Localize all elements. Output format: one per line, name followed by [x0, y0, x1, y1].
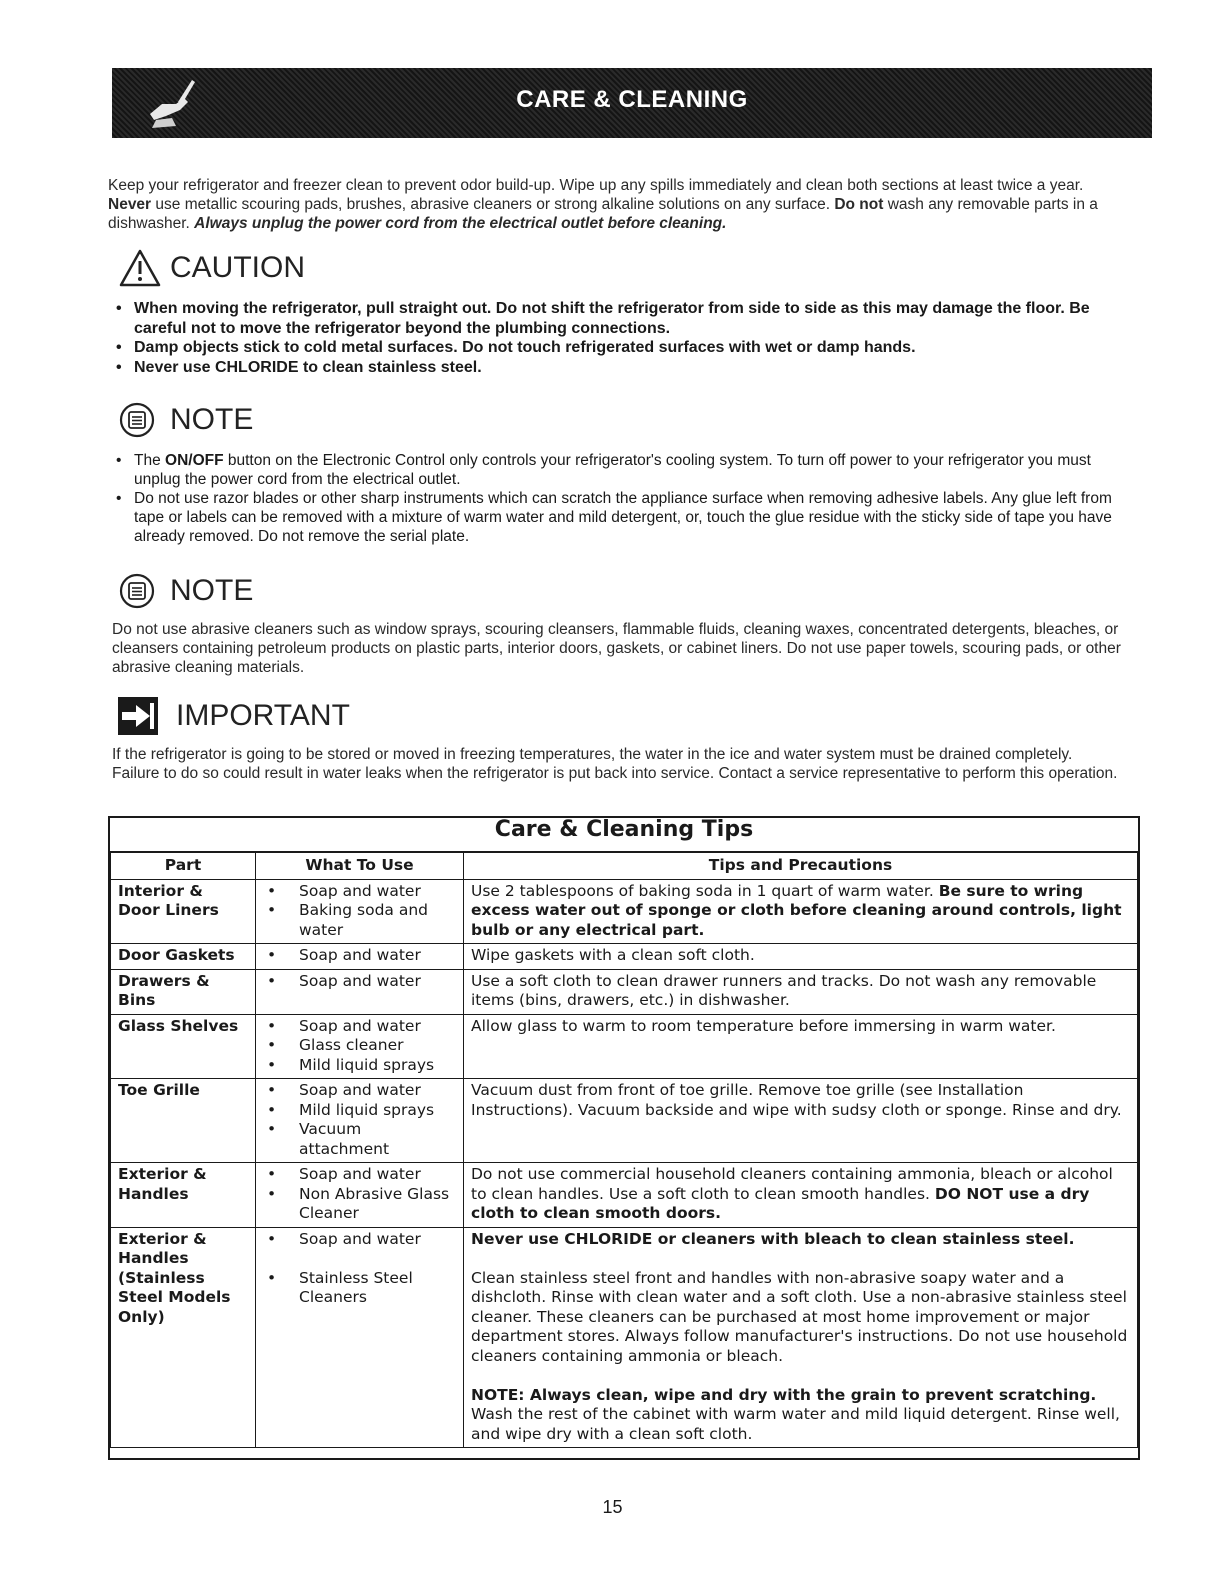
use-item: • Baking soda and water: [263, 901, 456, 940]
header-what-to-use: What To Use: [256, 852, 464, 879]
note-heading: [118, 572, 253, 610]
row-part: Door Gaskets: [111, 944, 256, 970]
tip-text: Clean stainless steel front and handles with non-abrasive soapy water and a dishcloth. Rinse with clean water and a soft cloth. Use a non-abrasive stainless steel cleaner. These cleaners can be purchased at most home improvement or major department stores. Always follow manufacturer's instructions. Do not use household cleaners containing ammonia or bleach.: [471, 1268, 1128, 1365]
row-use: [256, 1014, 464, 1079]
table-row: [111, 1227, 1138, 1448]
intro-bold: Never: [108, 196, 152, 213]
row-tip: [464, 879, 1138, 944]
caution-item: • Damp objects stick to cold metal surfaces. Do not touch refrigerated surfaces with wet or damp hands.: [112, 338, 1132, 358]
tips-title: Care & Cleaning Tips: [494, 817, 754, 842]
important-heading: [118, 697, 350, 735]
table-row: [111, 879, 1138, 944]
intro-bold: Do not: [834, 196, 884, 213]
row-part: Interior & Door Liners: [111, 879, 256, 944]
row-use: [256, 969, 464, 1014]
intro-text: Keep your refrigerator and freezer clean to prevent odor build-up. Wipe up any spills immediately and clean both sections at least twice a year.: [108, 177, 1084, 194]
note1-list: [112, 451, 1132, 546]
use-item: • Soap and water: [263, 882, 456, 902]
arrow-box-icon: [118, 697, 158, 735]
use-item: • Soap and water: [263, 1081, 456, 1101]
table-row: [111, 969, 1138, 1014]
use-item: • Soap and water: [263, 1230, 456, 1250]
tip-bold: NOTE: Always clean, wipe and dry with the grain to prevent scratching.: [471, 1385, 1097, 1404]
row-use: [256, 879, 464, 944]
note-document-icon: [118, 401, 156, 439]
note2-text: Do not use abrasive cleaners such as window sprays, scouring cleansers, flammable fluids, cleaning waxes, concentrated detergents, bleaches, or cleansers containing petroleum products on plastic parts, interior doors, gaskets, or cabinet liners. Do not use paper towels, scouring pads, or other abrasive cleaning materials.: [112, 621, 1121, 676]
row-part: Glass Shelves: [111, 1014, 256, 1079]
note-document-icon: [118, 572, 156, 610]
row-part: Toe Grille: [111, 1079, 256, 1163]
table-row: [111, 1079, 1138, 1163]
note1-item: [112, 451, 1132, 489]
note1-item: • Do not use razor blades or other sharp instruments which can scratch the appliance surface when removing adhesive labels. Any glue left from tape or labels can be removed with a mixture of warm water and mild detergent, or, touch the glue residue with the sticky side of tape you have already removed. Do not remove the serial plate.: [112, 489, 1132, 546]
table-row: [111, 1014, 1138, 1079]
use-item: • Soap and water: [263, 972, 456, 992]
tip-bold: Never use CHLORIDE or cleaners with bleach to clean stainless steel.: [471, 1229, 1075, 1248]
intro-text: wash any removable parts in a dishwasher.: [108, 196, 1098, 232]
row-use: [256, 944, 464, 970]
intro-text: use metallic scouring pads, brushes, abrasive cleaners or strong alkaline solutions on any surface.: [151, 196, 835, 213]
use-item: • Stainless Steel Cleaners: [263, 1269, 456, 1308]
row-part: Exterior & Handles (Stainless Steel Models Only): [111, 1227, 256, 1448]
use-item: • Vacuum attachment: [263, 1120, 456, 1159]
banner-title: CARE & CLEANING: [516, 86, 748, 113]
use-item: • Glass cleaner: [263, 1036, 456, 1056]
tip-text: Use 2 tablespoons of baking soda in 1 quart of warm water.: [471, 881, 939, 900]
intro-paragraph: [108, 176, 1108, 233]
table-row: [111, 1163, 1138, 1228]
row-tip: [464, 1163, 1138, 1228]
care-cleaning-tips-table: [108, 816, 1140, 1460]
warning-triangle-icon: [118, 248, 162, 288]
note1-text: The: [134, 452, 166, 469]
row-tip: Allow glass to warm to room temperature before immersing in warm water.: [464, 1014, 1138, 1079]
caution-list: [112, 299, 1132, 377]
row-use: [256, 1227, 464, 1448]
important-label: IMPORTANT: [176, 699, 350, 732]
tip-text: Do not use commercial household cleaners containing ammonia, bleach or alcohol to clean handles. Use a soft cloth to clean smooth handles.: [471, 1165, 1113, 1203]
use-item: • Mild liquid sprays: [263, 1056, 456, 1076]
table-header-row: [111, 852, 1138, 879]
caution-heading: [118, 248, 305, 288]
use-item: • Non Abrasive Glass Cleaner: [263, 1185, 456, 1224]
row-use: [256, 1163, 464, 1228]
intro-bold-italic: Always unplug the power cord from the electrical outlet before cleaning.: [194, 215, 727, 232]
page-number: 15: [602, 1497, 623, 1517]
use-item: • Soap and water: [263, 1165, 456, 1185]
caution-item: • Never use CHLORIDE to clean stainless steel.: [112, 358, 1132, 378]
tip-bold: Be sure to wring excess water out of sponge or cloth before cleaning around controls, light bulb or any electrical part.: [471, 881, 1122, 939]
row-tip: Vacuum dust from front of toe grille. Remove toe grille (see Installation Instructions). Vacuum backside and wipe with sudsy cloth or sponge. Rinse and dry.: [464, 1079, 1138, 1163]
row-tip: [464, 1227, 1138, 1448]
table-row: [111, 944, 1138, 970]
onoff-bold: ON/OFF: [165, 452, 224, 469]
note-label: NOTE: [170, 403, 254, 436]
row-tip: Wipe gaskets with a clean soft cloth.: [464, 944, 1138, 970]
caution-label: CAUTION: [170, 251, 305, 284]
caution-item: • When moving the refrigerator, pull straight out. Do not shift the refrigerator from side to side as this may damage the floor. Be careful not to move the refrigerator beyond the plumbing connections.: [112, 299, 1132, 338]
row-use: [256, 1079, 464, 1163]
row-tip: Use a soft cloth to clean drawer runners and tracks. Do not wash any removable items (bins, drawers, etc.) in dishwasher.: [464, 969, 1138, 1014]
row-part: Exterior & Handles: [111, 1163, 256, 1228]
note1-text: button on the Electronic Control only controls your refrigerator's cooling system. To turn off power to your refrigerator you must unplug the power cord from the electrical outlet.: [134, 452, 1091, 488]
row-part: Drawers & Bins: [111, 969, 256, 1014]
note-heading: [118, 401, 253, 439]
use-item: • Soap and water: [263, 1017, 456, 1037]
tip-bold: DO NOT use a dry cloth to clean smooth doors.: [471, 1184, 1090, 1222]
header-part: Part: [111, 852, 256, 879]
section-banner: [112, 68, 1152, 138]
use-item: • Mild liquid sprays: [263, 1101, 456, 1121]
tips-grid: [110, 851, 1138, 1448]
header-tips: Tips and Precautions: [464, 852, 1138, 879]
important-text: If the refrigerator is going to be stored or moved in freezing temperatures, the water in the ice and water system must be drained completely. Failure to do so could result in water leaks when the refrigerator is put back into service. Contact a service representative to perform this operation.: [112, 746, 1118, 782]
tip-text: Wash the rest of the cabinet with warm water and mild liquid detergent. Rinse well, and wipe dry with a clean soft cloth.: [471, 1405, 1120, 1443]
note-label: NOTE: [170, 574, 254, 607]
use-item: • Soap and water: [263, 946, 456, 966]
